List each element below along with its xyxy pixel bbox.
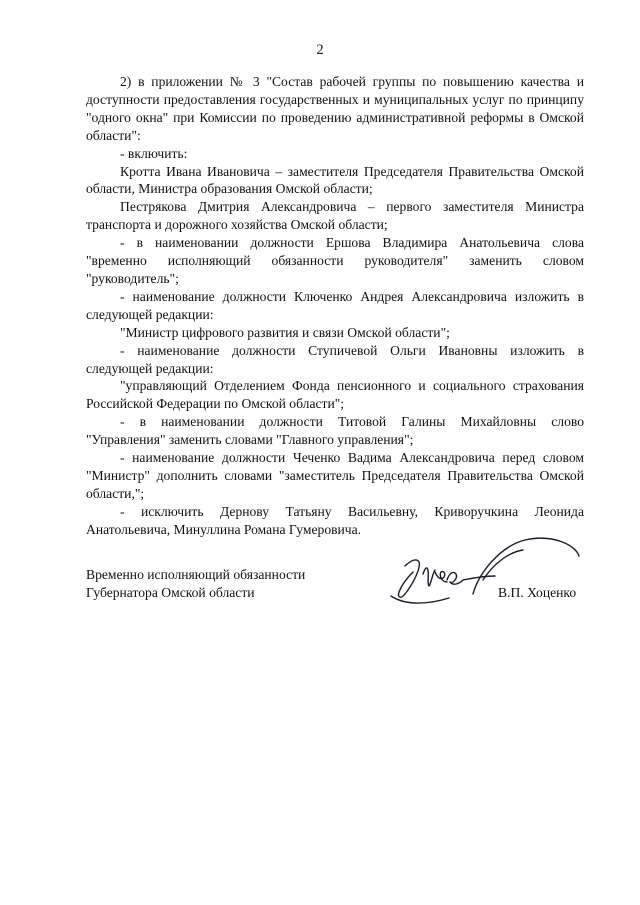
- signer-position-line1: Временно исполняющий обязанности: [86, 567, 306, 582]
- paragraph-include: - включить:: [120, 145, 188, 161]
- document-body: [86, 73, 584, 539]
- paragraph-ershov: - в наименовании должности Ершова Владимира Анатольевича слова "временно исполняющий обязанности руководителя" заменить словом "руководитель";: [86, 235, 584, 286]
- paragraph-item-2: 2) в приложении № 3 "Состав рабочей группы по повышению качества и доступности предоставления государственных и муниципальных услуг по принципу "одного окна" при Комиссии по проведению административной реформы в Омской области":: [86, 74, 584, 143]
- signer-position-line2: Губернатора Омской области: [86, 584, 255, 600]
- paragraph-chechenko: - наименование должности Чеченко Вадима Александровича перед словом "Министр" дополнить словами "заместитель Председателя Правительства Омской области,";: [86, 450, 584, 501]
- paragraph-exclude: - исключить Дернову Татьяну Васильевну, Криворучкина Леонида Анатольевича, Минуллина Романа Гумеровича.: [86, 503, 584, 537]
- paragraph-stupicheva-title: "управляющий Отделением Фонда пенсионного и социального страхования Российской Федерации по Омской области";: [86, 378, 584, 412]
- paragraph-stupicheva: - наименование должности Ступичевой Ольги Ивановны изложить в следующей редакции:: [86, 342, 584, 376]
- paragraph-titova: - в наименовании должности Титовой Галины Михайловны слово "Управления" заменить словами "Главного управления";: [86, 414, 584, 448]
- paragraph-krott: Кротта Ивана Ивановича – заместителя Председателя Правительства Омской области, Министра образования Омской области;: [86, 163, 584, 197]
- paragraph-pestryakov: Пестрякова Дмитрия Александровича – первого заместителя Министра транспорта и дорожного хозяйства Омской области;: [86, 199, 584, 233]
- page-number: 2: [316, 42, 324, 58]
- paragraph-klyuchenko-title: "Министр цифрового развития и связи Омской области";: [120, 324, 450, 340]
- paragraph-klyuchenko: - наименование должности Ключенко Андрея Александровича изложить в следующей редакции:: [86, 288, 584, 322]
- signer-name: В.П. Хоценко: [498, 585, 577, 600]
